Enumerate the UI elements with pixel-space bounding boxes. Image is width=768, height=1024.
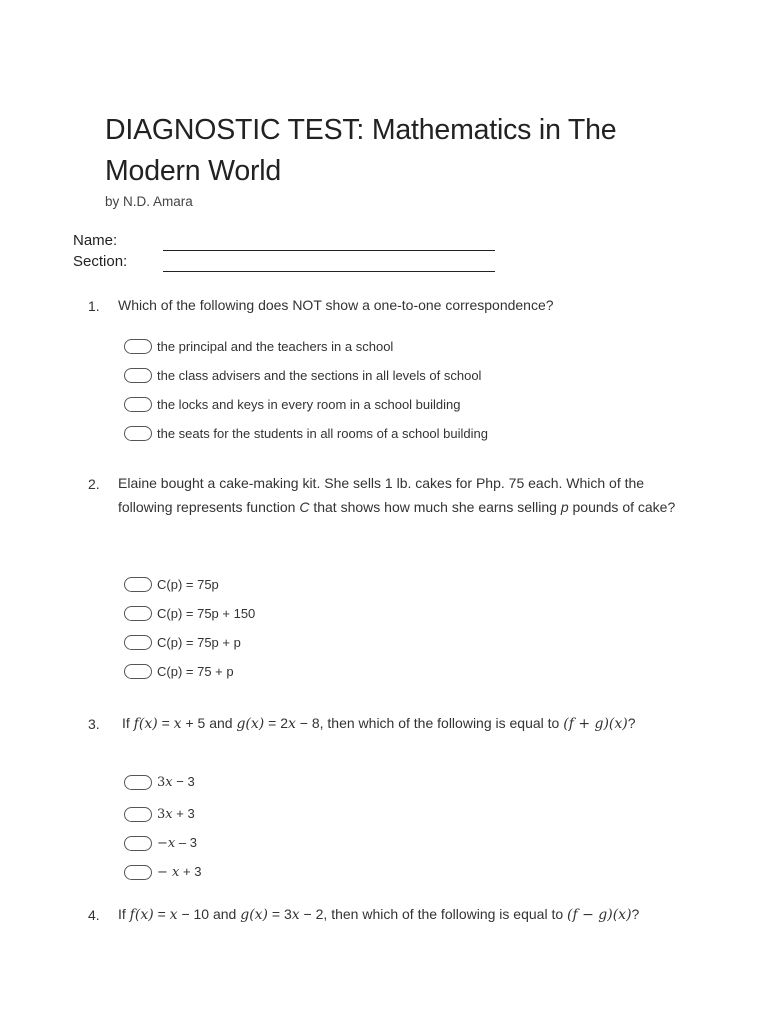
question-3-number: 3. [88, 716, 100, 732]
question-2-option-d[interactable] [124, 664, 234, 679]
question-1-number: 1. [88, 298, 100, 314]
option-label: the class advisers and the sections in all levels of school [157, 368, 482, 383]
question-3-option-b[interactable] [124, 806, 195, 822]
question-2-option-a[interactable] [124, 577, 219, 592]
option-label: the principal and the teachers in a school [157, 339, 394, 354]
option-label: C(p) = 75 + p [157, 664, 234, 679]
question-1-text: Which of the following does NOT show a one-to-one correspondence? [118, 297, 554, 313]
question-2-option-c[interactable] [124, 635, 241, 650]
question-1-option-a[interactable] [124, 339, 393, 354]
radio-button[interactable] [124, 606, 152, 621]
radio-button[interactable] [124, 775, 152, 790]
question-1-option-c[interactable] [124, 397, 461, 412]
question-1-option-b[interactable] [124, 368, 481, 383]
question-2-option-b[interactable] [124, 606, 255, 621]
question-3-option-c[interactable] [124, 835, 197, 851]
radio-button[interactable] [124, 807, 152, 822]
option-label: −x – 3 [157, 835, 197, 851]
section-label: Section: [73, 253, 128, 270]
option-label: 3x + 3 [157, 806, 195, 822]
name-field[interactable] [163, 250, 495, 251]
radio-button[interactable] [124, 664, 152, 679]
radio-button[interactable] [124, 865, 152, 880]
section-field[interactable] [163, 271, 495, 272]
question-4-text: If f(x) = x − 10 and g(x) = 3x − 2, then which of the following is equal to (f − g)(x)? [118, 906, 640, 923]
option-label: C(p) = 75p + 150 [157, 606, 256, 621]
option-label: the locks and keys in every room in a school building [157, 397, 461, 412]
author-byline: by N.D. Amara [105, 194, 193, 209]
question-2-number: 2. [88, 476, 100, 492]
option-label: 3x − 3 [157, 774, 195, 790]
radio-button[interactable] [124, 635, 152, 650]
option-label: C(p) = 75p [157, 577, 219, 592]
question-2-text: Elaine bought a cake-making kit. She sells 1 lb. cakes for Php. 75 each. Which of the following represents function C that shows how much she earns selling p pounds of cake? [118, 475, 676, 515]
option-label: C(p) = 75p + p [157, 635, 241, 650]
radio-button[interactable] [124, 368, 152, 383]
radio-button[interactable] [124, 339, 152, 354]
radio-button[interactable] [124, 426, 152, 441]
question-1-option-d[interactable] [124, 426, 488, 441]
radio-button[interactable] [124, 397, 152, 412]
radio-button[interactable] [124, 836, 152, 851]
question-3-option-d[interactable] [124, 864, 201, 880]
radio-button[interactable] [124, 577, 152, 592]
option-label: − x + 3 [157, 864, 202, 880]
question-3-option-a[interactable] [124, 774, 195, 790]
name-label: Name: [73, 232, 118, 249]
question-3-text: If f(x) = x + 5 and g(x) = 2x − 8, then which of the following is equal to (f + g)(x)? [122, 715, 636, 732]
question-4-number: 4. [88, 907, 100, 923]
option-label: the seats for the students in all rooms of a school building [157, 426, 488, 441]
page-title: DIAGNOSTIC TEST: Mathematics in The Modern World [105, 114, 617, 187]
